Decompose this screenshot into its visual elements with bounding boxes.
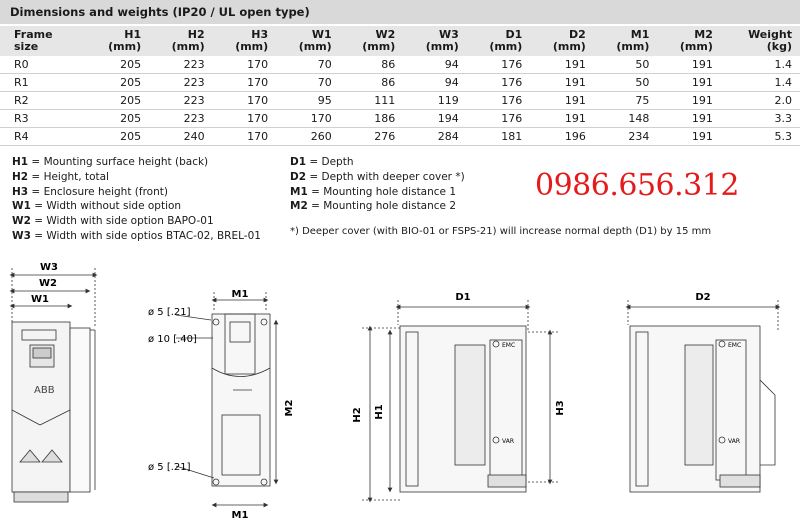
table-cell: R3 bbox=[0, 110, 86, 128]
table-cell: 181 bbox=[467, 128, 531, 146]
legend-item: W2 = Width with side option BAPO-01 bbox=[12, 215, 214, 228]
table-cell: 191 bbox=[530, 56, 594, 74]
table-cell: 276 bbox=[340, 128, 404, 146]
table-cell: 50 bbox=[594, 74, 658, 92]
deeper-cover-note: *) Deeper cover (with BIO-01 or FSPS-21) will increase normal depth (D1) by 15 mm bbox=[290, 226, 712, 237]
table-cell: 191 bbox=[530, 110, 594, 128]
table-cell: 111 bbox=[340, 92, 404, 110]
table-cell: 170 bbox=[213, 74, 277, 92]
table-cell: 223 bbox=[149, 92, 213, 110]
back-view-drawing bbox=[176, 292, 276, 505]
emc-label-deep: EMC bbox=[728, 342, 742, 349]
table-cell: 170 bbox=[276, 110, 340, 128]
table-row bbox=[0, 92, 800, 110]
legend-item: W1 = Width without side option bbox=[12, 200, 182, 213]
technical-drawings bbox=[0, 250, 800, 527]
col-header: Weight (kg) bbox=[721, 26, 800, 56]
table-cell: 170 bbox=[213, 110, 277, 128]
col-header: H2 (mm) bbox=[149, 26, 213, 56]
table-row bbox=[0, 110, 800, 128]
table-cell: 196 bbox=[530, 128, 594, 146]
table-cell: 194 bbox=[403, 110, 467, 128]
legend-item: D2 = Depth with deeper cover *) bbox=[290, 170, 465, 183]
table-cell: 260 bbox=[276, 128, 340, 146]
d1-label: D1 bbox=[455, 292, 471, 303]
table-row bbox=[0, 128, 800, 146]
h1-label: H1 bbox=[374, 404, 385, 420]
col-header: D2 (mm) bbox=[530, 26, 594, 56]
table-cell: 191 bbox=[657, 74, 721, 92]
table-cell: 176 bbox=[467, 110, 531, 128]
col-header: M2 (mm) bbox=[657, 26, 721, 56]
col-header: M1 (mm) bbox=[594, 26, 658, 56]
col-header: D1 (mm) bbox=[467, 26, 531, 56]
table-cell: 70 bbox=[276, 74, 340, 92]
table-cell: 191 bbox=[530, 74, 594, 92]
legend-right bbox=[290, 155, 465, 214]
table-cell: 191 bbox=[657, 56, 721, 74]
m2-label: M2 bbox=[284, 399, 295, 417]
hole-top-label: ø 5 [.21] bbox=[148, 307, 191, 318]
legend-item: H1 = Mounting surface height (back) bbox=[12, 156, 209, 168]
depth-view-drawing bbox=[362, 300, 558, 500]
h3-label: H3 bbox=[555, 400, 566, 416]
hole-bottom-label: ø 5 [.21] bbox=[148, 462, 191, 473]
table-cell: 94 bbox=[403, 74, 467, 92]
w1-label: W1 bbox=[31, 294, 49, 305]
table-cell: 86 bbox=[340, 56, 404, 74]
table-cell: 176 bbox=[467, 92, 531, 110]
table-cell: 205 bbox=[86, 74, 150, 92]
col-header: W2 (mm) bbox=[340, 26, 404, 56]
col-header: W3 (mm) bbox=[403, 26, 467, 56]
table-cell: 1.4 bbox=[721, 74, 800, 92]
col-header: H3 (mm) bbox=[213, 26, 277, 56]
table-cell: 170 bbox=[213, 128, 277, 146]
table-cell: 3.3 bbox=[721, 110, 800, 128]
table-cell: 119 bbox=[403, 92, 467, 110]
table-cell: 94 bbox=[403, 56, 467, 74]
col-header: Frame size bbox=[0, 26, 86, 56]
table-cell: 205 bbox=[86, 56, 150, 74]
col-header: W1 (mm) bbox=[276, 26, 340, 56]
col-header: H1 (mm) bbox=[86, 26, 150, 56]
table-cell: 223 bbox=[149, 110, 213, 128]
abb-logo: ABB bbox=[34, 385, 55, 396]
legend-item: M2 = Mounting hole distance 2 bbox=[290, 200, 457, 213]
table-cell: 50 bbox=[594, 56, 658, 74]
phone-number: 0986.656.312 bbox=[535, 168, 739, 203]
dimensions-table bbox=[0, 26, 800, 146]
section-title: Dimensions and weights (IP20 / UL open type) bbox=[10, 5, 310, 19]
table-cell: 5.3 bbox=[721, 128, 800, 146]
var-label: VAR bbox=[502, 438, 514, 445]
table-cell: 240 bbox=[149, 128, 213, 146]
table-cell: 170 bbox=[213, 92, 277, 110]
legend-left bbox=[12, 155, 261, 244]
table-cell: R2 bbox=[0, 92, 86, 110]
legend-item: D1 = Depth bbox=[290, 156, 354, 168]
table-row bbox=[0, 74, 800, 92]
legend-item: H3 = Enclosure height (front) bbox=[12, 185, 168, 198]
table-cell: 176 bbox=[467, 56, 531, 74]
d2-label: D2 bbox=[695, 292, 711, 303]
table-cell: 205 bbox=[86, 128, 150, 146]
table-cell: 176 bbox=[467, 74, 531, 92]
legend-item: W3 = Width with side optios BTAC-02, BREL-01 bbox=[12, 229, 261, 242]
table-cell: 234 bbox=[594, 128, 658, 146]
w2-label: W2 bbox=[39, 278, 57, 289]
legend-item: M1 = Mounting hole distance 1 bbox=[290, 185, 457, 198]
table-header-row bbox=[0, 26, 800, 56]
m1-top-label: M1 bbox=[231, 289, 249, 300]
table-cell: 284 bbox=[403, 128, 467, 146]
table-cell: 1.4 bbox=[721, 56, 800, 74]
m1-bottom-label: M1 bbox=[231, 510, 249, 521]
table-cell: 191 bbox=[530, 92, 594, 110]
hole-mid-label: ø 10 [.40] bbox=[148, 334, 197, 345]
table-cell: 186 bbox=[340, 110, 404, 128]
table-cell: 86 bbox=[340, 74, 404, 92]
emc-label: EMC bbox=[502, 342, 516, 349]
table-cell: 148 bbox=[594, 110, 658, 128]
table-cell: 191 bbox=[657, 110, 721, 128]
table-cell: 2.0 bbox=[721, 92, 800, 110]
table-cell: 205 bbox=[86, 110, 150, 128]
table-cell: R0 bbox=[0, 56, 86, 74]
table-cell: 170 bbox=[213, 56, 277, 74]
table-cell: 223 bbox=[149, 56, 213, 74]
table-row bbox=[0, 56, 800, 74]
var-label-deep: VAR bbox=[728, 438, 740, 445]
table-cell: 191 bbox=[657, 128, 721, 146]
table-cell: 205 bbox=[86, 92, 150, 110]
table-cell: R1 bbox=[0, 74, 86, 92]
legend-item: H2 = Height, total bbox=[12, 170, 109, 183]
w3-label: W3 bbox=[40, 262, 58, 273]
deep-cover-view-drawing bbox=[628, 300, 778, 492]
section-title-bar bbox=[0, 0, 800, 24]
table-cell: 75 bbox=[594, 92, 658, 110]
h2-label: H2 bbox=[352, 407, 363, 423]
table-cell: 95 bbox=[276, 92, 340, 110]
table-cell: 191 bbox=[657, 92, 721, 110]
table-cell: R4 bbox=[0, 128, 86, 146]
table-cell: 70 bbox=[276, 56, 340, 74]
table-cell: 223 bbox=[149, 74, 213, 92]
